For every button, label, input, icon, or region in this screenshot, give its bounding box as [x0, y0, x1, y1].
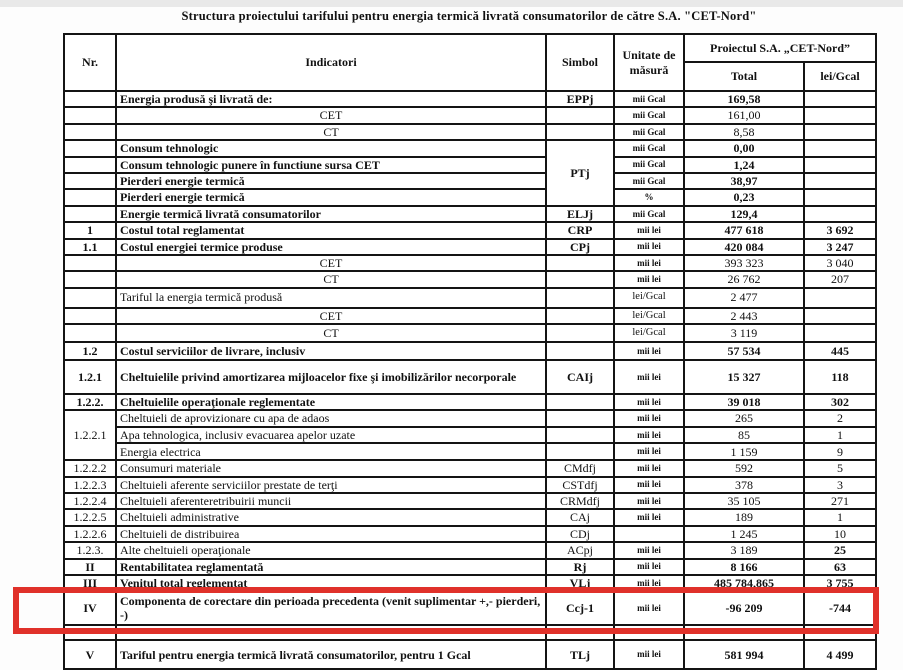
- indicator-cell: Cheltuielile operaţionale reglementate: [116, 394, 546, 410]
- symbol-cell: Ccj-1: [546, 591, 614, 625]
- total-cell: 2 477: [684, 288, 804, 308]
- lei-gcal-cell: 2: [804, 410, 876, 426]
- nr-cell: 1.2.3.: [64, 542, 116, 558]
- nr-cell: [64, 308, 116, 324]
- empty-cell: [684, 625, 804, 640]
- nr-cell: 1.2.2.2: [64, 460, 116, 476]
- table-row: [64, 324, 876, 342]
- table-row: [64, 288, 876, 308]
- total-cell: 35 105: [684, 493, 804, 509]
- symbol-cell: [546, 288, 614, 308]
- unit-cell: lei/Gcal: [614, 308, 684, 324]
- symbol-cell: CAj: [546, 509, 614, 525]
- unit-cell: mii Gcal: [614, 206, 684, 222]
- unit-cell: mii Gcal: [614, 107, 684, 123]
- indicator-cell: Costul energiei termice produse: [116, 239, 546, 255]
- nr-cell: [64, 140, 116, 156]
- indicator-cell: Cheltuielile privind amortizarea mijloacelor fixe şi imobilizărilor necorporale: [116, 360, 546, 394]
- indicator-cell: Tariful pentru energia termică livrată consumatorilor, pentru 1 Gcal: [116, 640, 546, 669]
- lei-gcal-cell: 1: [804, 509, 876, 525]
- indicator-cell: Costul serviciilor de livrare, inclusiv: [116, 342, 546, 360]
- total-cell: 85: [684, 427, 804, 443]
- indicator-cell: Cheltuieli administrative: [116, 509, 546, 525]
- total-cell: 8,58: [684, 124, 804, 140]
- lei-gcal-cell: [804, 157, 876, 173]
- table-row: [64, 394, 876, 410]
- unit-cell: %: [614, 189, 684, 205]
- indicator-cell: Rentabilitatea reglamentată: [116, 559, 546, 575]
- empty-cell: [804, 625, 876, 640]
- total-cell: 393 323: [684, 255, 804, 271]
- total-cell: 3 189: [684, 542, 804, 558]
- lei-gcal-cell: 118: [804, 360, 876, 394]
- nr-cell: V: [64, 640, 116, 669]
- col-header-proiect: Proiectul S.A. „CET-Nord”: [684, 34, 876, 62]
- total-cell: 57 534: [684, 342, 804, 360]
- table-row: [64, 591, 876, 625]
- unit-cell: mii lei: [614, 271, 684, 287]
- symbol-cell: [546, 124, 614, 140]
- lei-gcal-cell: 4 499: [804, 640, 876, 669]
- nr-cell: 1.2: [64, 342, 116, 360]
- table-row: [64, 157, 876, 173]
- symbol-cell: CDj: [546, 526, 614, 542]
- unit-cell: mii Gcal: [614, 91, 684, 107]
- unit-cell: mii lei: [614, 542, 684, 558]
- indicator-cell: Tariful la energia termică produsă: [116, 288, 546, 308]
- symbol-cell: TLj: [546, 640, 614, 669]
- indicator-cell: CET: [116, 255, 546, 271]
- total-cell: 485 784,865: [684, 575, 804, 591]
- symbol-cell: [546, 427, 614, 443]
- nr-cell: [64, 157, 116, 173]
- nr-cell: [64, 271, 116, 287]
- nr-cell: [64, 288, 116, 308]
- unit-cell: mii lei: [614, 493, 684, 509]
- table-row: [64, 559, 876, 575]
- symbol-cell: [546, 324, 614, 342]
- symbol-cell: [546, 271, 614, 287]
- lei-gcal-cell: [804, 308, 876, 324]
- total-cell: 161,00: [684, 107, 804, 123]
- document-title: Structura proiectului tarifului pentru energia termică livrată consumatorilor de către S.A. "CET-Nord": [181, 9, 757, 23]
- unit-cell: mii lei: [614, 360, 684, 394]
- table-row: [64, 640, 876, 669]
- col-header-nr: Nr.: [64, 34, 116, 91]
- unit-cell: mii Gcal: [614, 140, 684, 156]
- symbol-cell: CAIj: [546, 360, 614, 394]
- lei-gcal-cell: 445: [804, 342, 876, 360]
- total-cell: 26 762: [684, 271, 804, 287]
- lei-gcal-cell: 3: [804, 477, 876, 493]
- total-cell: 1,24: [684, 157, 804, 173]
- nr-cell: [64, 173, 116, 189]
- nr-cell: 1.1: [64, 239, 116, 255]
- spacer-row: [64, 625, 876, 640]
- lei-gcal-cell: 3 040: [804, 255, 876, 271]
- lei-gcal-cell: 271: [804, 493, 876, 509]
- table-row: [64, 477, 876, 493]
- empty-cell: [546, 625, 614, 640]
- table-row: [64, 443, 876, 460]
- table-row: [64, 255, 876, 271]
- lei-gcal-cell: 207: [804, 271, 876, 287]
- table-header: [64, 34, 876, 91]
- nr-cell: 1.2.2.4: [64, 493, 116, 509]
- unit-cell: mii lei: [614, 410, 684, 426]
- nr-cell: 1.2.2.: [64, 394, 116, 410]
- lei-gcal-cell: [804, 140, 876, 156]
- empty-cell: [614, 625, 684, 640]
- total-cell: 581 994: [684, 640, 804, 669]
- unit-cell: mii lei: [614, 640, 684, 669]
- indicator-cell: Apa tehnologica, inclusiv evacuarea apelor uzate: [116, 427, 546, 443]
- total-cell: 592: [684, 460, 804, 476]
- nr-cell: 1.2.1: [64, 360, 116, 394]
- table-row: [64, 575, 876, 591]
- unit-cell: mii lei: [614, 460, 684, 476]
- total-cell: 1 245: [684, 526, 804, 542]
- indicator-cell: Pierderi energie termică: [116, 173, 546, 189]
- col-header-indicatori: Indicatori: [116, 34, 546, 91]
- indicator-cell: Energia produsă şi livrată de:: [116, 91, 546, 107]
- total-cell: 420 084: [684, 239, 804, 255]
- indicator-cell: Energie termică livrată consumatorilor: [116, 206, 546, 222]
- lei-gcal-cell: [804, 324, 876, 342]
- symbol-cell: CSTdfj: [546, 477, 614, 493]
- total-cell: 1 159: [684, 443, 804, 460]
- lei-gcal-cell: 25: [804, 542, 876, 558]
- indicator-cell: Costul total reglamentat: [116, 222, 546, 238]
- table-row: [64, 124, 876, 140]
- lei-gcal-cell: 5: [804, 460, 876, 476]
- total-cell: 38,97: [684, 173, 804, 189]
- empty-cell: [116, 625, 546, 640]
- lei-gcal-cell: [804, 189, 876, 205]
- lei-gcal-cell: 3 247: [804, 239, 876, 255]
- symbol-cell: [546, 342, 614, 360]
- table-row: [64, 308, 876, 324]
- indicator-cell: Consum tehnologic: [116, 140, 546, 156]
- unit-cell: mii lei: [614, 239, 684, 255]
- total-cell: 3 119: [684, 324, 804, 342]
- table-row: [64, 542, 876, 558]
- unit-cell: mii lei: [614, 559, 684, 575]
- table-row: [64, 222, 876, 238]
- total-cell: 129,4: [684, 206, 804, 222]
- table-row: [64, 360, 876, 394]
- lei-gcal-cell: -744: [804, 591, 876, 625]
- lei-gcal-cell: 9: [804, 443, 876, 460]
- col-header-total: Total: [684, 62, 804, 91]
- indicator-cell: Consum tehnologic punere în functiune sursa CET: [116, 157, 546, 173]
- table-row: [64, 239, 876, 255]
- indicator-cell: Cheltuieli aferenteretribuirii muncii: [116, 493, 546, 509]
- page-top-strip: [0, 0, 903, 7]
- indicator-cell: Componenta de corectare din perioada precedenta (venit suplimentar +,- pierderi, -): [116, 591, 546, 625]
- indicator-cell: Cheltuieli de distribuirea: [116, 526, 546, 542]
- symbol-cell: VLj: [546, 575, 614, 591]
- nr-cell: 1: [64, 222, 116, 238]
- unit-cell: [614, 526, 684, 542]
- nr-cell: IV: [64, 591, 116, 625]
- total-cell: -96 209: [684, 591, 804, 625]
- indicator-cell: CT: [116, 324, 546, 342]
- symbol-cell: EPPj: [546, 91, 614, 107]
- nr-cell: [64, 107, 116, 123]
- symbol-cell: PTj: [546, 140, 614, 206]
- nr-cell: [64, 206, 116, 222]
- symbol-cell: [546, 255, 614, 271]
- table-row: [64, 342, 876, 360]
- indicator-cell: Alte cheltuieli operaţionale: [116, 542, 546, 558]
- lei-gcal-cell: [804, 173, 876, 189]
- nr-cell: [64, 324, 116, 342]
- table-row: [64, 526, 876, 542]
- tariff-table: [63, 33, 877, 670]
- lei-gcal-cell: 3 755: [804, 575, 876, 591]
- symbol-cell: CPj: [546, 239, 614, 255]
- unit-cell: mii Gcal: [614, 173, 684, 189]
- col-header-unitate: Unitate de măsură: [614, 34, 684, 91]
- unit-cell: mii Gcal: [614, 124, 684, 140]
- indicator-cell: CT: [116, 124, 546, 140]
- symbol-cell: CRP: [546, 222, 614, 238]
- total-cell: 189: [684, 509, 804, 525]
- symbol-cell: ELJj: [546, 206, 614, 222]
- nr-cell: [64, 255, 116, 271]
- table-body: [64, 91, 876, 669]
- unit-cell: mii lei: [614, 443, 684, 460]
- unit-cell: mii lei: [614, 255, 684, 271]
- total-cell: 265: [684, 410, 804, 426]
- nr-cell: III: [64, 575, 116, 591]
- table-row: [64, 410, 876, 426]
- col-header-lei-gcal: lei/Gcal: [804, 62, 876, 91]
- table-row: [64, 206, 876, 222]
- lei-gcal-cell: 10: [804, 526, 876, 542]
- nr-cell: 1.2.2.1: [64, 410, 116, 460]
- lei-gcal-cell: [804, 91, 876, 107]
- empty-cell: [64, 625, 116, 640]
- indicator-cell: Consumuri materiale: [116, 460, 546, 476]
- table-row: [64, 427, 876, 443]
- unit-cell: mii lei: [614, 394, 684, 410]
- lei-gcal-cell: [804, 124, 876, 140]
- symbol-cell: Rj: [546, 559, 614, 575]
- nr-cell: [64, 91, 116, 107]
- total-cell: 169,58: [684, 91, 804, 107]
- table-row: [64, 173, 876, 189]
- table-row: [64, 91, 876, 107]
- table-row: [64, 107, 876, 123]
- unit-cell: mii lei: [614, 222, 684, 238]
- lei-gcal-cell: 3 692: [804, 222, 876, 238]
- lei-gcal-cell: [804, 107, 876, 123]
- table-row: [64, 493, 876, 509]
- unit-cell: mii lei: [614, 591, 684, 625]
- indicator-cell: Cheltuieli aferente serviciilor prestate de terţi: [116, 477, 546, 493]
- symbol-cell: [546, 394, 614, 410]
- lei-gcal-cell: 302: [804, 394, 876, 410]
- unit-cell: lei/Gcal: [614, 288, 684, 308]
- table-row: [64, 189, 876, 205]
- lei-gcal-cell: 1: [804, 427, 876, 443]
- total-cell: 477 618: [684, 222, 804, 238]
- symbol-cell: CMdfj: [546, 460, 614, 476]
- nr-cell: [64, 124, 116, 140]
- unit-cell: mii Gcal: [614, 157, 684, 173]
- total-cell: 8 166: [684, 559, 804, 575]
- unit-cell: mii lei: [614, 575, 684, 591]
- unit-cell: lei/Gcal: [614, 324, 684, 342]
- indicator-cell: CET: [116, 308, 546, 324]
- total-cell: 2 443: [684, 308, 804, 324]
- total-cell: 0,23: [684, 189, 804, 205]
- table-row: [64, 271, 876, 287]
- symbol-cell: [546, 308, 614, 324]
- unit-cell: mii lei: [614, 427, 684, 443]
- indicator-cell: Cheltuieli de aprovizionare cu apa de adaos: [116, 410, 546, 426]
- unit-cell: mii lei: [614, 477, 684, 493]
- unit-cell: mii lei: [614, 509, 684, 525]
- total-cell: 0,00: [684, 140, 804, 156]
- table-row: [64, 460, 876, 476]
- indicator-cell: Venitul total reglementat: [116, 575, 546, 591]
- lei-gcal-cell: 63: [804, 559, 876, 575]
- symbol-cell: [546, 107, 614, 123]
- table-row: [64, 140, 876, 156]
- symbol-cell: ACpj: [546, 542, 614, 558]
- indicator-cell: Pierderi energie termică: [116, 189, 546, 205]
- symbol-cell: [546, 410, 614, 426]
- symbol-cell: CRMdfj: [546, 493, 614, 509]
- nr-cell: [64, 189, 116, 205]
- nr-cell: II: [64, 559, 116, 575]
- nr-cell: 1.2.2.5: [64, 509, 116, 525]
- nr-cell: 1.2.2.6: [64, 526, 116, 542]
- table-row: [64, 509, 876, 525]
- unit-cell: mii lei: [614, 342, 684, 360]
- indicator-cell: CET: [116, 107, 546, 123]
- lei-gcal-cell: [804, 288, 876, 308]
- lei-gcal-cell: [804, 206, 876, 222]
- total-cell: 39 018: [684, 394, 804, 410]
- indicator-cell: CT: [116, 271, 546, 287]
- total-cell: 15 327: [684, 360, 804, 394]
- total-cell: 378: [684, 477, 804, 493]
- symbol-cell: [546, 443, 614, 460]
- nr-cell: 1.2.2.3: [64, 477, 116, 493]
- col-header-simbol: Simbol: [546, 34, 614, 91]
- indicator-cell: Energia electrica: [116, 443, 546, 460]
